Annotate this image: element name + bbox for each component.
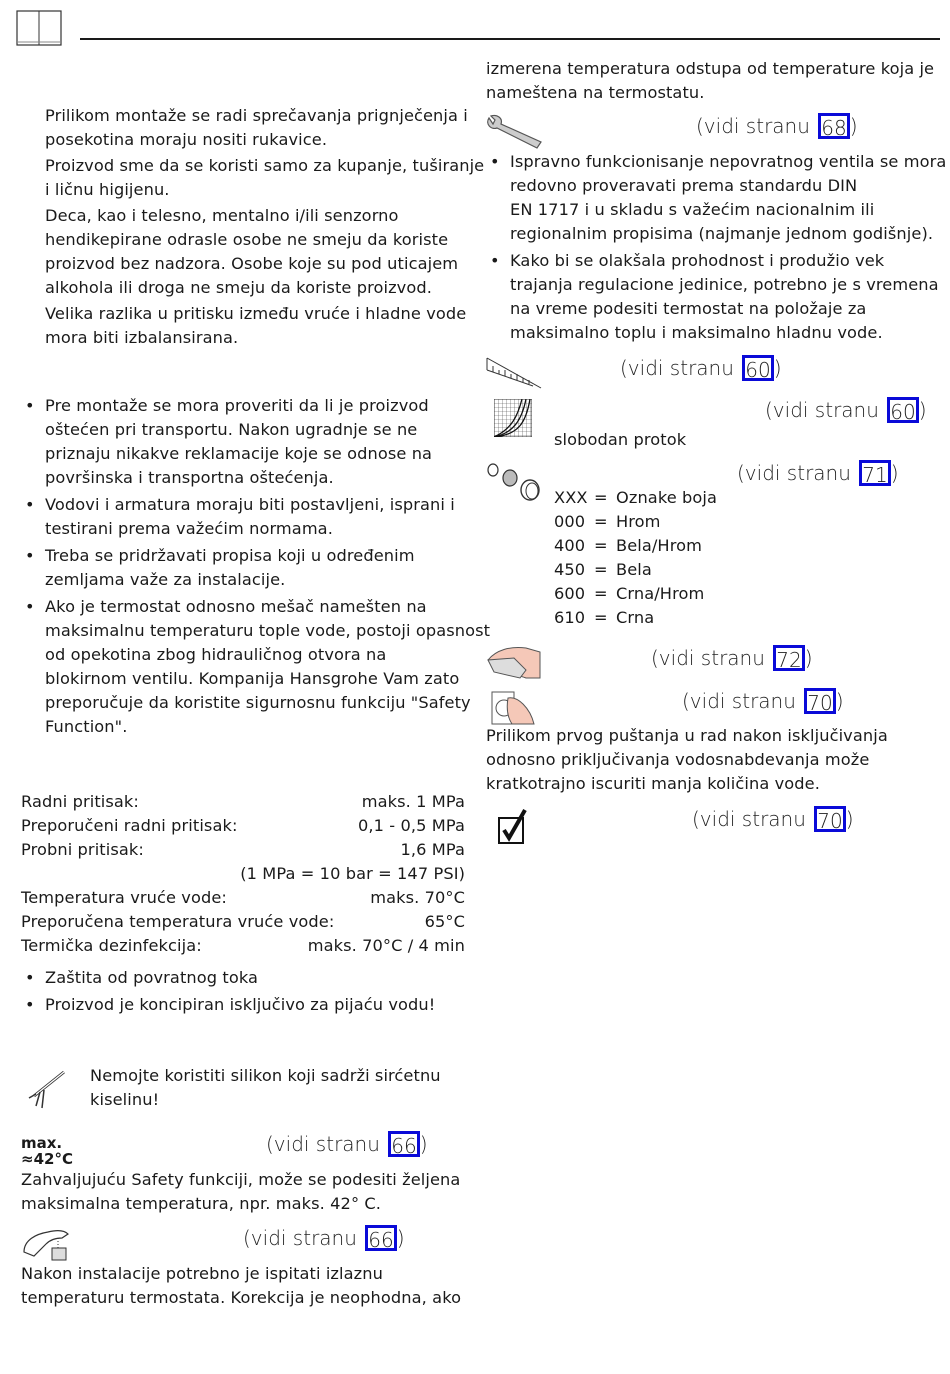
page-ref (266, 1131, 428, 1157)
spec-row (21, 838, 465, 862)
color-code-row (554, 582, 717, 606)
text-line: (vidi stranu (266, 1132, 387, 1156)
text-line: 000 (554, 512, 586, 531)
text-line: ) (918, 398, 927, 422)
checkbox-check-icon (497, 808, 529, 846)
text-line: Proizvod sme da se koristi samo za kupanje, tuširanje (45, 156, 485, 175)
page-link[interactable]: 72 (773, 645, 804, 671)
text-line: Crna (616, 608, 655, 627)
text-line: max. (21, 1134, 63, 1152)
text-line: nameštena na termostatu. (486, 83, 705, 102)
text-line: 400 (554, 536, 586, 555)
text-line: (vidi stranu (696, 114, 817, 138)
text-line: trajanja regulacione jedinice, potrebno je s vremena (510, 275, 939, 294)
text-line: Probni pritisak: (21, 840, 144, 859)
text-line: = (594, 512, 608, 531)
text-line: alkohola ili droga ne smeju da koriste proizvod. (45, 278, 432, 297)
spec-bullets (25, 966, 436, 1017)
text-line: regionalnim propisima (najmanje jednom godišnje). (510, 224, 934, 243)
max-temp-label (21, 1135, 73, 1167)
text-line: 0,1 - 0,5 MPa (358, 816, 465, 835)
text-line: Proizvod je koncipiran isključivo za pijaću vodu! (45, 995, 436, 1014)
text-line: i ličnu higijenu. (45, 180, 170, 199)
text-line: = (594, 608, 608, 627)
list-item: • Zaštita od povratnog toka (25, 968, 259, 987)
text-line: Nemojte koristiti silikon koji sadrži sirćetnu (90, 1066, 441, 1085)
maintenance-bullets (490, 150, 947, 345)
text-line: = (594, 584, 608, 603)
spec-row (21, 814, 465, 838)
text-line: maksimalnu temperaturu tople vode, postoji opasnost (45, 621, 491, 640)
page-link[interactable]: 70 (804, 688, 835, 714)
text-line: (vidi stranu (620, 356, 741, 380)
text-line: posekotina moraju nositi rukavice. (45, 130, 328, 149)
page-link[interactable]: 70 (814, 806, 845, 832)
text-line: priznaju nikakve reklamacije koje se odnose na (45, 444, 433, 463)
text-line: (vidi stranu (737, 461, 858, 485)
text-line: redovno proveravati prema standardu DIN (510, 176, 858, 195)
text-line: ) (845, 807, 854, 831)
continued-text (486, 57, 934, 105)
text-line: 610 (554, 608, 586, 627)
spec-row (21, 910, 465, 934)
text-line: Zahvaljujuću Safety funkciji, može se podesiti željena (21, 1170, 461, 1189)
text-line: Crna/Hrom (616, 584, 705, 603)
open-book-icon (16, 10, 62, 48)
header-rule (80, 38, 940, 40)
dimensions-ruler-icon (485, 356, 543, 392)
text-line: Preporučeni radni pritisak: (21, 816, 238, 835)
text-line: (vidi stranu (651, 646, 772, 670)
wrench-icon (485, 114, 543, 150)
spare-parts-icon (486, 462, 544, 502)
page-link[interactable]: 68 (818, 113, 849, 139)
specs-table (21, 790, 465, 958)
page-ref (682, 688, 844, 714)
list-item: • Kako bi se olakšala prohodnost i produžio vek trajanja regulacione jedinice, potrebno je s vremena na vreme podesiti termostat na položaje za maksimalno toplu i maksimalno hladnu vode. (510, 249, 946, 345)
text-line: ) (419, 1132, 428, 1156)
text-line: ) (396, 1226, 405, 1250)
page-ref (765, 397, 927, 423)
text-line: Oznake boja (616, 488, 718, 507)
text-line: hendikepirane odrasle osobe ne smeju da koriste (45, 230, 449, 249)
text-line: Pre montaže se mora proveriti da li je proizvod (45, 396, 429, 415)
text-line: 450 (554, 560, 586, 579)
spec-row (21, 790, 465, 814)
safety-section (45, 104, 484, 350)
text-line: 600 (554, 584, 586, 603)
text-line: Function". (45, 717, 128, 736)
text-line: odnosno priključivanja vodosnabdevanja može (486, 750, 870, 769)
text-line: ) (890, 461, 899, 485)
list-item: • Proizvod je koncipiran isključivo za pijaću vodu! (25, 995, 436, 1014)
text-line: od opekotina zbog hidrauličnog otvora na (45, 645, 387, 664)
page-ref (696, 113, 858, 139)
text-line: Prilikom montaže se radi sprečavanja prignječenja i (45, 106, 468, 125)
text-line: maksimalna temperatura, npr. maks. 42° C. (21, 1194, 382, 1213)
text-line: Ako je termostat odnosno mešač namešten na (45, 597, 427, 616)
text-line: EN 1717 i u skladu s važećim nacionalnim ili (510, 200, 875, 219)
list-item: • Treba se pridržavati propisa koji u određenim zemljama važe za instalacije. (45, 544, 490, 592)
spec-row (21, 862, 465, 886)
text-line: blokirnom ventilu. Kompanija Hansgrohe Vam zato (45, 669, 460, 688)
cleaning-hand-icon (486, 644, 542, 680)
silicone-note (90, 1064, 441, 1112)
text-line: ) (835, 689, 844, 713)
thermo-text (21, 1262, 461, 1310)
text-line: preporučuje da koristite sigurnosnu funkciju "Safety (45, 693, 471, 712)
text-line: = (594, 488, 608, 507)
text-line: = (594, 536, 608, 555)
page-ref (692, 806, 854, 832)
text-line: Bela (616, 560, 652, 579)
operate-text (486, 724, 888, 796)
color-code-row (554, 606, 717, 630)
page-ref (651, 645, 813, 671)
spec-row (21, 934, 465, 958)
text-line: Preporučena temperatura vruće vode: (21, 912, 335, 931)
text-line: oštećen pri transportu. Nakon ugradnje se ne (45, 420, 418, 439)
text-line: zemljama važe za instalacije. (45, 570, 286, 589)
text-line: ) (804, 646, 813, 670)
spec-row (21, 886, 465, 910)
text-line: Ispravno funkcionisanje nepovratnog ventila se mora (510, 152, 947, 171)
text-line: (vidi stranu (765, 398, 886, 422)
text-line: Hrom (616, 512, 661, 531)
text-line: ) (849, 114, 858, 138)
text-line: temperaturu termostata. Korekcija je neophodna, ako (21, 1288, 462, 1307)
color-code-row (554, 534, 717, 558)
list-item: • Ispravno funkcionisanje nepovratnog ventila se mora redovno proveravati prema standardu DIN EN 1717 i u skladu s važećim nacionalnim ili regionalnim propisima (najmanje jednom godišnje). (510, 150, 946, 246)
text-line: Vodovi i armatura moraju biti postavljeni, isprani i (45, 495, 455, 514)
text-line: Treba se pridržavati propisa koji u određenim (45, 546, 415, 565)
text-line: maksimalno toplu i maksimalno hladnu vode. (510, 323, 883, 342)
page-ref (243, 1225, 405, 1251)
text-line: Radni pritisak: (21, 792, 139, 811)
flow-label: slobodan protok (554, 430, 687, 449)
text-line: izmerena temperatura odstupa od temperature koja je (486, 59, 935, 78)
text-line: mora biti izbalansirana. (45, 328, 239, 347)
list-item: • Pre montaže se mora proveriti da li je proizvod oštećen pri transportu. Nakon ugradnje se ne priznaju nikakve reklamacije koje se odnose na površinska i transportna oštećenja. (45, 394, 490, 490)
safety-text (21, 1168, 460, 1216)
text-line: (vidi stranu (243, 1226, 364, 1250)
silicone-gun-icon (26, 1066, 70, 1110)
text-line: Kako bi se olakšala prohodnost i produžio vek (510, 251, 885, 270)
color-code-row (554, 486, 717, 510)
text-line: = (594, 560, 608, 579)
list-item: • Vodovi i armatura moraju biti postavljeni, isprani i testirani prema važećim normama. (45, 493, 490, 541)
color-code-row (554, 510, 717, 534)
text-line: proizvod bez nadzora. Osobe koje su pod uticajem (45, 254, 459, 273)
page-link[interactable]: 60 (742, 355, 773, 381)
text-line: ) (773, 356, 782, 380)
text-line: Velika razlika u pritisku između vruće i hladne vode (45, 304, 467, 323)
color-codes (554, 486, 717, 630)
text-line: maks. 70°C (370, 888, 465, 907)
text-line: kiselinu! (90, 1090, 160, 1109)
text-line: 1,6 MPa (400, 840, 465, 859)
text-line: Temperatura vruće vode: (21, 888, 227, 907)
text-line: Nakon instalacije potrebno je ispitati izlaznu (21, 1264, 383, 1283)
page-link[interactable]: 66 (365, 1225, 396, 1251)
text-line: (vidi stranu (682, 689, 803, 713)
text-line: (1 MPa = 10 bar = 147 PSI) (240, 864, 465, 883)
text-line: (vidi stranu (692, 807, 813, 831)
list-item: • Ako je termostat odnosno mešač namešten na maksimalnu temperaturu tople vode, postoji opasnost od opekotina zbog hidrauličnog otvora na blokirnom ventilu. Kompanija Hansgrohe Vam zato preporučuje da koristite sigurnosnu funkciju "Safety Function". (45, 595, 490, 739)
color-code-row (554, 558, 717, 582)
flow-diagram-icon (494, 399, 532, 437)
page-ref (737, 460, 899, 486)
text-line: kratkotrajno iscuriti manja količina vode. (486, 774, 820, 793)
text-line: maks. 1 MPa (361, 792, 465, 811)
text-line: Termička dezinfekcija: (21, 936, 202, 955)
page-link[interactable]: 60 (887, 397, 918, 423)
text-line: Bela/Hrom (616, 536, 702, 555)
text-line: XXX (554, 488, 588, 507)
text-line: na vreme podesiti termostat na položaje za (510, 299, 867, 318)
page-link[interactable]: 66 (388, 1131, 419, 1157)
install-bullets (25, 394, 491, 739)
text-line: površinska i transportna oštećenja. (45, 468, 334, 487)
text-line: 65°C (424, 912, 465, 931)
page-ref (620, 355, 782, 381)
text-line: maks. 70°C / 4 min (307, 936, 465, 955)
page-link[interactable]: 71 (859, 460, 890, 486)
thermometer-hand-icon (22, 1226, 70, 1262)
operating-knob-icon (490, 688, 536, 726)
text-line: Prilikom prvog puštanja u rad nakon isključivanja (486, 726, 888, 745)
text-line: Deca, kao i telesno, mentalno i/ili senzorno (45, 206, 399, 225)
text-line: ≈42°C (21, 1150, 73, 1168)
text-line: Zaštita od povratnog toka (45, 968, 259, 987)
text-line: testirani prema važećim normama. (45, 519, 333, 538)
